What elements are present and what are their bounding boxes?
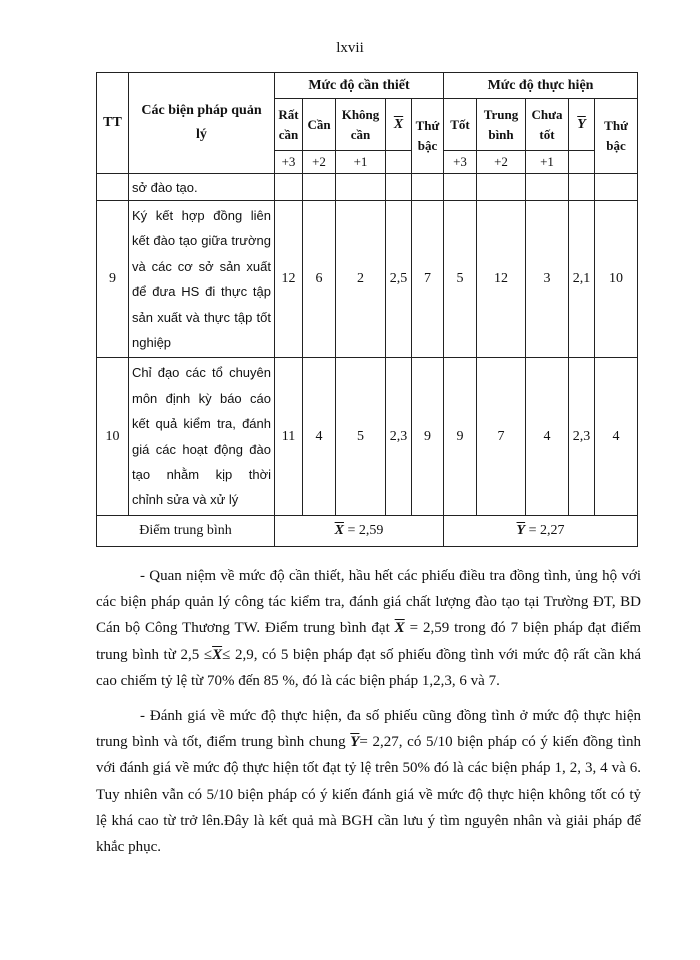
- summary-y-value: = 2,27: [528, 522, 565, 538]
- header-trung-binh: Trung bình: [477, 99, 526, 151]
- header-implementation-group: Mức độ thực hiện: [444, 73, 638, 99]
- table-row: [97, 201, 638, 358]
- cell-tot: 5: [444, 201, 477, 358]
- empty-cell: [97, 174, 129, 201]
- header-rat-can: Rất cần: [275, 99, 303, 151]
- header-tot: Tốt: [444, 99, 477, 151]
- score-x-blank: [386, 151, 412, 174]
- header-khong-can: Không cần: [336, 99, 386, 151]
- score-chua-tot: +1: [526, 151, 569, 174]
- empty-cell: [477, 174, 526, 201]
- cell-rat-can: 11: [275, 358, 303, 515]
- p1-text-a: - Quan niệm về mức độ cần thiết, hầu hết các phiếu điều tra đồng tình, ủng hộ với các biện pháp quản lý công tác kiểm tra, đánh giá chất lượng đào tạo tại Trường ĐT, BD Cán bộ Công Thương TW. Điểm trung bình đạt: [96, 568, 641, 637]
- cell-chua-tot: 4: [526, 358, 569, 515]
- summary-x-value: = 2,59: [347, 522, 384, 538]
- summary-x: [275, 515, 444, 546]
- summary-label: Điểm trung bình: [97, 515, 275, 546]
- summary-row: [97, 515, 638, 546]
- empty-cell: [595, 174, 638, 201]
- empty-cell: [444, 174, 477, 201]
- empty-cell: [336, 174, 386, 201]
- cell-trung-binh: 7: [477, 358, 526, 515]
- desc-line: nghiệp: [132, 335, 172, 351]
- empty-cell: [526, 174, 569, 201]
- p2-text-a: - Đánh giá về mức độ thực hiện, đa số phiếu cũng đồng tình ở mức độ thực hiện trung bình và tốt, điểm trung bình chung: [96, 708, 641, 751]
- desc-line: Ký kết hợp đồng liên: [132, 208, 271, 223]
- cell-x-mean: 2,5: [386, 201, 412, 358]
- y-bar-symbol: $\overline{Y}$: [350, 734, 360, 751]
- table-row-continuation: [97, 174, 638, 201]
- desc-line: và các cơ sở sản xuất: [132, 258, 271, 274]
- desc-line: sản xuất và thực tập tốt: [132, 309, 271, 325]
- row-tt: 10: [97, 358, 129, 515]
- empty-cell: [275, 174, 303, 201]
- p1-text-c: ≤ 2,9, có 5 biện pháp đạt số phiếu đồng tình với mức độ rất cần khá cao chiếm tỷ lệ từ 70% đến 85 %, đó là các biện pháp 1,2,3, 6 và 7.: [96, 646, 641, 689]
- cell-rank-implementation: 10: [595, 201, 638, 358]
- desc-line: Chỉ đạo các tổ chuyên: [132, 365, 271, 381]
- desc-line: để đưa HS đi thực tập: [132, 284, 271, 300]
- paragraph-implementation: [96, 703, 641, 860]
- p2-text-b: = 2,27, có 5/10 biện pháp có ý kiến đồng tình với đánh giá về mức độ thực hiện tốt đạt tỷ lệ trên 50% đó là các biện pháp 1, 2, 3, 4 và 6. Tuy nhiên vẫn có 5/10 biện pháp có ý kiến đánh giá về mức độ thực hiện không tốt có tỷ lệ khá cao từ trở lên.Đây là kết quả mà BGH cần lưu ý tìm nguyên nhân và giải pháp để khắc phục.: [96, 734, 641, 856]
- desc-line: tạo nhằm kịp thời: [132, 467, 271, 483]
- cell-x-mean: 2,3: [386, 358, 412, 515]
- cell-can: 6: [303, 201, 336, 358]
- paragraph-necessity: [96, 563, 641, 694]
- score-can: +2: [303, 151, 336, 174]
- score-khong-can: +1: [336, 151, 386, 174]
- header-measures: Các biện pháp quản lý: [129, 73, 275, 174]
- cell-y-mean: 2,3: [569, 358, 595, 515]
- header-tt: TT: [97, 73, 129, 174]
- cell-y-mean: 2,1: [569, 201, 595, 358]
- cell-rat-can: 12: [275, 201, 303, 358]
- cell-rank-necessity: 9: [412, 358, 444, 515]
- x-bar-symbol: $\overline{X}$: [212, 646, 223, 663]
- cell-khong-can: 2: [336, 201, 386, 358]
- score-rat-can: +3: [275, 151, 303, 174]
- cell-tot: 9: [444, 358, 477, 515]
- header-row-groups: [97, 73, 638, 99]
- empty-cell: [386, 174, 412, 201]
- header-x-mean: $\overline{X}$: [386, 99, 412, 151]
- x-bar-symbol: $\overline{X}$: [394, 620, 405, 637]
- desc-line: môn định kỳ báo cáo: [132, 390, 271, 406]
- table-row: [97, 358, 638, 515]
- row-description: [129, 201, 275, 358]
- x-bar-symbol: $\overline{X}$: [334, 522, 344, 538]
- header-y-mean: $\overline{Y}$: [569, 99, 595, 151]
- header-chua-tot: Chưa tốt: [526, 99, 569, 151]
- empty-cell: [412, 174, 444, 201]
- desc-line: kết đào tạo giữa trường: [132, 233, 271, 249]
- empty-cell: [569, 174, 595, 201]
- cell-rank-implementation: 4: [595, 358, 638, 515]
- p1-text-b: = 2,59 trong đó 7 biện pháp đạt điểm trung bình từ 2,5 ≤: [96, 620, 641, 663]
- desc-line: chỉnh sửa và xử lý: [132, 492, 239, 508]
- cell-khong-can: 5: [336, 358, 386, 515]
- continuation-text: sở đào tạo.: [129, 174, 275, 201]
- row-tt: 9: [97, 201, 129, 358]
- header-rank-implementation: Thứ bậc: [595, 99, 638, 174]
- header-can: Cần: [303, 99, 336, 151]
- cell-can: 4: [303, 358, 336, 515]
- evaluation-table: [96, 72, 638, 547]
- row-description: [129, 358, 275, 515]
- desc-line: kết quả kiểm tra, đánh: [132, 416, 271, 432]
- score-trung-binh: +2: [477, 151, 526, 174]
- empty-cell: [303, 174, 336, 201]
- desc-line: giá các hoạt động đào: [132, 441, 271, 457]
- cell-chua-tot: 3: [526, 201, 569, 358]
- y-bar-symbol: $\overline{Y}$: [516, 522, 526, 538]
- cell-rank-necessity: 7: [412, 201, 444, 358]
- cell-trung-binh: 12: [477, 201, 526, 358]
- summary-y: [444, 515, 638, 546]
- header-necessity-group: Mức độ cần thiết: [275, 73, 444, 99]
- header-rank-necessity: Thứ bậc: [412, 99, 444, 174]
- score-y-blank: [569, 151, 595, 174]
- page-number: lxvii: [336, 40, 364, 56]
- score-tot: +3: [444, 151, 477, 174]
